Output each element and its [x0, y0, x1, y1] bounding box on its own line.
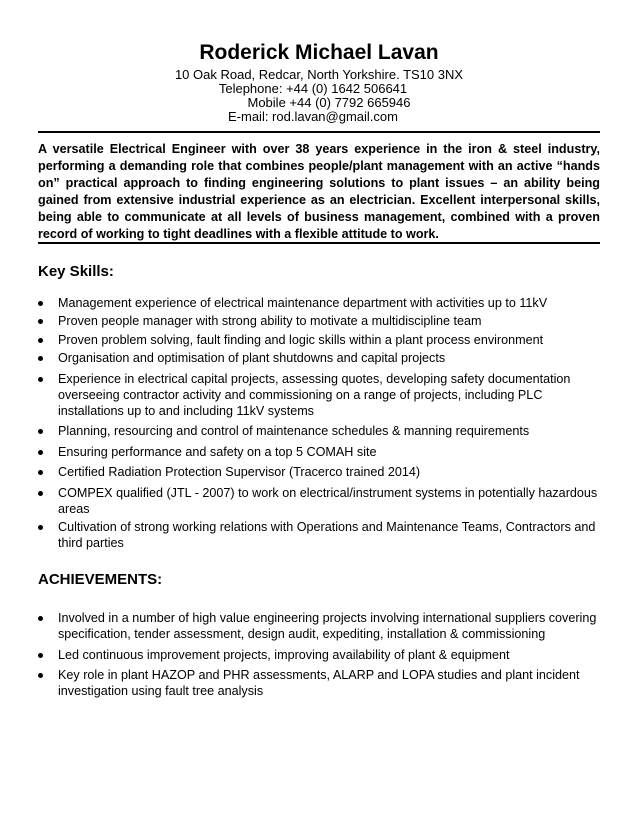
bullet-icon: [38, 470, 43, 475]
skill-text: COMPEX qualified (JTL - 2007) to work on electrical/instrument systems in potentially hazardous areas: [58, 485, 598, 516]
telephone: Telephone: +44 (0) 1642 506641: [218, 81, 408, 96]
achievement-text: Led continuous improvement projects, improving availability of plant & equipment: [58, 647, 510, 662]
bullet-icon: [38, 525, 43, 530]
list-item: [38, 423, 600, 439]
bullet-icon: [38, 338, 43, 343]
list-item: [38, 295, 600, 311]
profile-summary: A versatile Electrical Engineer with over 38 years experience in the iron & steel industry, performing a demanding role that combines people/plant management with an active “hands on” practical approach to finding engineering solutions to plant issues – an ability being gained from extensive industrial experience as an electrician. Excellent interpersonal skills, being able to communicate at all levels of business management, combined with a proven record of working to tight deadlines with a flexible attitude to work.: [38, 142, 600, 241]
list-item: [38, 667, 600, 699]
mobile: Mobile +44 (0) 7792 665946: [247, 95, 411, 110]
bullet-icon: [38, 356, 43, 361]
address: 10 Oak Road, Redcar, North Yorkshire. TS10 3NX: [174, 67, 464, 82]
bullet-icon: [38, 616, 43, 621]
divider-top: [38, 131, 600, 133]
achievements-heading: ACHIEVEMENTS:: [38, 571, 163, 588]
bullet-icon: [38, 673, 43, 678]
skill-text: Proven people manager with strong ability to motivate a multidiscipline team: [58, 314, 482, 329]
list-item: [38, 610, 600, 642]
list-item: [38, 519, 600, 551]
candidate-name: Roderick Michael Lavan: [199, 41, 439, 64]
bullet-icon: [38, 653, 43, 658]
bullet-icon: [38, 491, 43, 496]
divider-bottom: [38, 242, 600, 244]
achievements-list: [38, 610, 600, 704]
list-item: [38, 647, 600, 663]
list-item: [38, 313, 600, 329]
skill-text: Management experience of electrical maintenance department with activities up to 11kV: [58, 296, 548, 310]
bullet-icon: [38, 450, 43, 455]
skill-text: Proven problem solving, fault finding and logic skills within a plant process environment: [58, 332, 544, 347]
skill-text: Ensuring performance and safety on a top 5 COMAH site: [58, 444, 377, 459]
list-item: [38, 485, 600, 517]
list-item: [38, 371, 600, 419]
achievement-text: Involved in a number of high value engineering projects involving international suppliers covering specification, tender assessment, design audit, expediting, installation & commissioning: [58, 611, 597, 641]
key-skills-list: [38, 295, 600, 553]
list-item: [38, 350, 600, 366]
skill-text: Cultivation of strong working relations with Operations and Maintenance Teams, Contractors and third parties: [58, 520, 596, 551]
skill-text: Certified Radiation Protection Supervisor (Tracerco trained 2014): [58, 465, 421, 480]
list-item: [38, 332, 600, 348]
bullet-icon: [38, 319, 43, 324]
bullet-icon: [38, 429, 43, 434]
email: E-mail: rod.lavan@gmail.com: [228, 109, 398, 124]
list-item: [38, 464, 600, 480]
skill-text: Experience in electrical capital projects, assessing quotes, developing safety documentation overseeing contractor activity and commissioning on a range of projects, including PLC installations up to and including 11kV systems: [58, 371, 571, 418]
key-skills-heading: Key Skills:: [38, 263, 114, 280]
achievement-text: Key role in plant HAZOP and PHR assessments, ALARP and LOPA studies and plant incident investigation using fault tree analysis: [58, 668, 580, 698]
bullet-icon: [38, 301, 43, 306]
bullet-icon: [38, 377, 43, 382]
skill-text: Planning, resourcing and control of maintenance schedules & manning requirements: [58, 424, 530, 439]
skill-text: Organisation and optimisation of plant shutdowns and capital projects: [58, 351, 446, 366]
list-item: [38, 444, 600, 460]
